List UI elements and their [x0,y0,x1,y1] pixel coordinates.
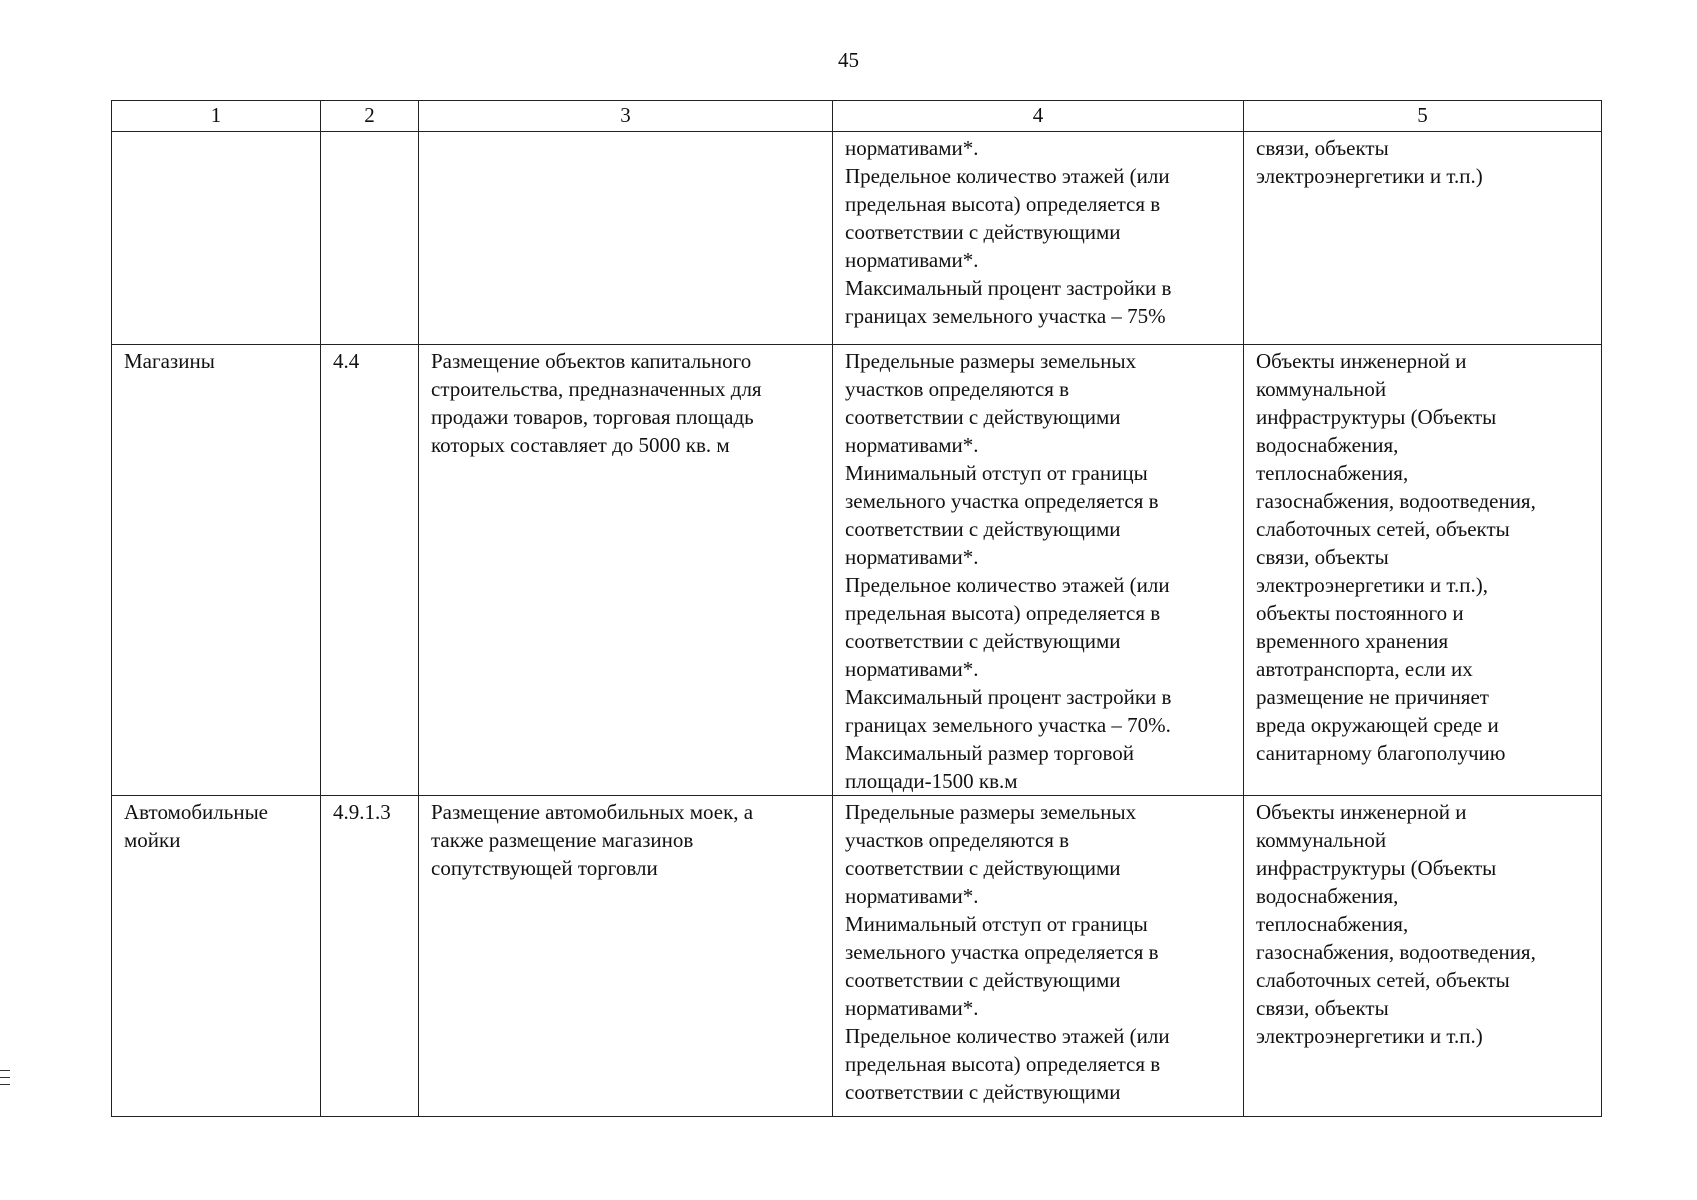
auxiliary-uses-line: размещение не причиняет [1256,685,1489,709]
use-description-line: также размещение магазинов [431,828,694,852]
use-parameters-line: предельная высота) определяется в [845,1052,1161,1076]
auxiliary-uses-line: электроэнергетики и т.п.) [1256,164,1483,188]
use-type-code: 4.9.1.3 [321,796,419,1117]
auxiliary-uses-line: Объекты инженерной и [1256,349,1467,373]
auxiliary-uses-line: инфраструктуры (Объекты [1256,856,1497,880]
use-parameters-line: участков определяются в [845,828,1070,852]
use-type-name: Автомобильные мойки [112,796,321,1117]
use-parameters-line: площади-1500 кв.м [845,769,1018,793]
use-parameters-line: соответствии с действующими [845,856,1121,880]
use-description-line: которых составляет до 5000 кв. м [431,433,730,457]
auxiliary-uses-line: связи, объекты [1256,545,1389,569]
use-parameters-line: Минимальный отступ от границы [845,912,1148,936]
use-parameters-line: соответствии с действующими [845,220,1121,244]
auxiliary-uses-line: теплоснабжения, [1256,461,1409,485]
use-type-name [112,132,321,345]
auxiliary-uses-line: теплоснабжения, [1256,912,1409,936]
use-parameters-line: нормативами*. [845,136,979,160]
land-use-table [111,100,1602,1117]
use-parameters-line: нормативами*. [845,884,979,908]
use-parameters-line: Предельное количество этажей (или [845,1024,1170,1048]
header-col-5: 5 [1244,101,1602,132]
use-parameters-line: нормативами*. [845,657,979,681]
use-description-line: сопутствующей торговли [431,856,658,880]
page-number: 45 [838,48,859,72]
auxiliary-uses-line: газоснабжения, водоотведения, [1256,489,1536,513]
use-description-line: продажи товаров, торговая площадь [431,405,754,429]
auxiliary-uses-line: коммунальной [1256,377,1387,401]
use-parameters-line: нормативами*. [845,433,979,457]
use-parameters-line: земельного участка определяется в [845,940,1159,964]
use-parameters-line: предельная высота) определяется в [845,601,1161,625]
use-parameters-line: Предельное количество этажей (или [845,573,1170,597]
use-parameters-line: Предельное количество этажей (или [845,164,1170,188]
use-parameters-line: Максимальный размер торговой [845,741,1134,765]
auxiliary-uses-line: электроэнергетики и т.п.), [1256,573,1488,597]
use-parameters [833,132,1244,345]
table-row [112,345,1602,796]
use-parameters-line: нормативами*. [845,545,979,569]
table-row [112,132,1602,345]
use-parameters-line: участков определяются в [845,377,1070,401]
use-description-line: строительства, предназначенных для [431,377,762,401]
use-description [419,132,833,345]
use-type-name: Магазины [112,345,321,796]
use-description-line: Размещение автомобильных моек, а [431,800,754,824]
auxiliary-uses-line: санитарному благополучию [1256,741,1506,765]
auxiliary-uses-line: связи, объекты [1256,996,1389,1020]
auxiliary-uses-line: объекты постоянного и [1256,601,1464,625]
auxiliary-uses-line: коммунальной [1256,828,1387,852]
auxiliary-uses-line: слаботочных сетей, объекты [1256,968,1510,992]
use-parameters [833,796,1244,1117]
auxiliary-uses [1244,132,1602,345]
use-description-line: Размещение объектов капитального [431,349,752,373]
use-parameters-line: соответствии с действующими [845,1080,1121,1104]
table-row [112,796,1602,1117]
auxiliary-uses-line: вреда окружающей среде и [1256,713,1499,737]
header-col-1: 1 [112,101,321,132]
auxiliary-uses-line: автотранспорта, если их [1256,657,1473,681]
auxiliary-uses-line: Объекты инженерной и [1256,800,1467,824]
use-parameters-line: границах земельного участка – 75% [845,304,1166,328]
auxiliary-uses-line: водоснабжения, [1256,433,1399,457]
header-row [112,101,1602,132]
auxiliary-uses-line: связи, объекты [1256,136,1389,160]
use-parameters-line: предельная высота) определяется в [845,192,1161,216]
use-parameters-line: границах земельного участка – 70%. [845,713,1171,737]
auxiliary-uses [1244,345,1602,796]
auxiliary-uses-line: электроэнергетики и т.п.) [1256,1024,1483,1048]
use-parameters [833,345,1244,796]
use-parameters-line: соответствии с действующими [845,968,1121,992]
use-parameters-line: соответствии с действующими [845,517,1121,541]
auxiliary-uses-line: газоснабжения, водоотведения, [1256,940,1536,964]
use-parameters-line: Максимальный процент застройки в [845,685,1172,709]
use-parameters-line: земельного участка определяется в [845,489,1159,513]
use-parameters-line: Предельные размеры земельных [845,800,1137,824]
use-description [419,796,833,1117]
use-parameters-line: Максимальный процент застройки в [845,276,1172,300]
auxiliary-uses-line: временного хранения [1256,629,1449,653]
header-col-3: 3 [419,101,833,132]
margin-marks [0,1070,10,1091]
use-parameters-line: нормативами*. [845,248,979,272]
use-type-code [321,132,419,345]
auxiliary-uses-line: слаботочных сетей, объекты [1256,517,1510,541]
use-parameters-line: соответствии с действующими [845,629,1121,653]
use-type-code: 4.4 [321,345,419,796]
auxiliary-uses-line: инфраструктуры (Объекты [1256,405,1497,429]
auxiliary-uses-line: водоснабжения, [1256,884,1399,908]
use-parameters-line: Минимальный отступ от границы [845,461,1148,485]
header-col-4: 4 [833,101,1244,132]
use-parameters-line: соответствии с действующими [845,405,1121,429]
use-description [419,345,833,796]
header-col-2: 2 [321,101,419,132]
auxiliary-uses [1244,796,1602,1117]
use-parameters-line: Предельные размеры земельных [845,349,1137,373]
use-parameters-line: нормативами*. [845,996,979,1020]
